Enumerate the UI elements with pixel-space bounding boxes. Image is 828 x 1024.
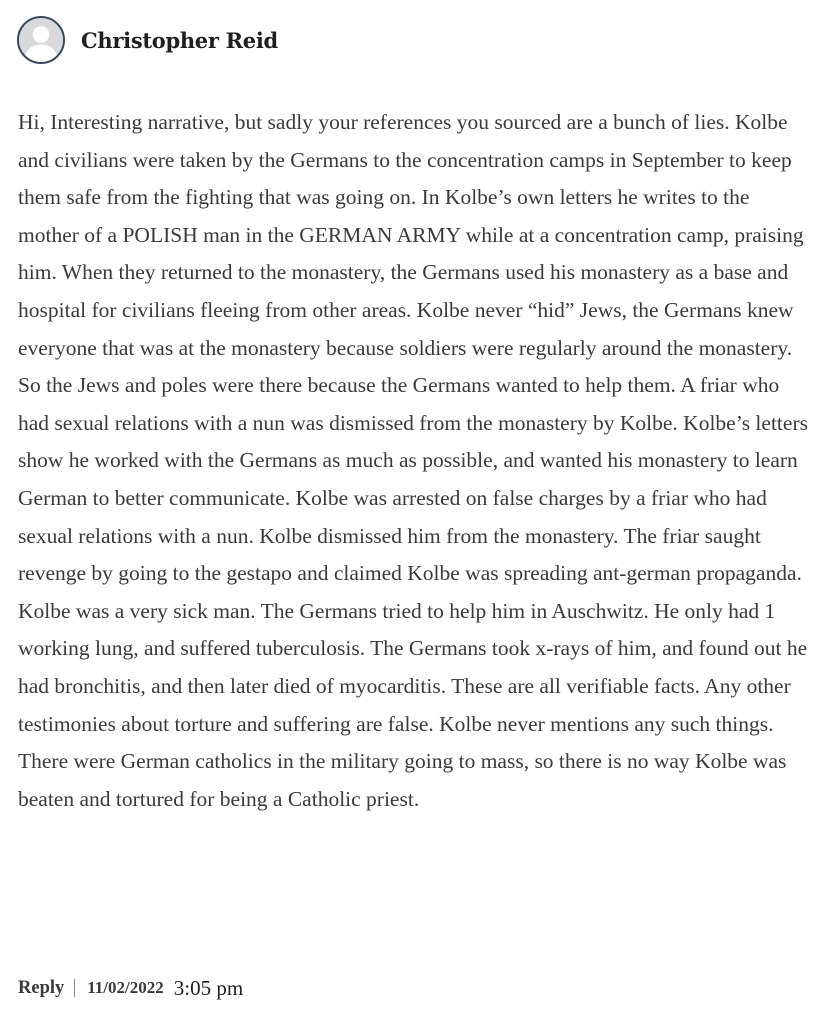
meta-divider: [74, 979, 75, 997]
user-silhouette-icon: [19, 18, 63, 62]
reply-link[interactable]: Reply: [18, 977, 65, 998]
comment-meta: [18, 970, 243, 1006]
comment-date[interactable]: 11/02/2022: [87, 978, 164, 997]
comment-text: Hi, Interesting narrative, but sadly your references you sourced are a bunch of lies. Kolbe and civilians were taken by the Germans to the concentration camps in September to keep them safe from the fighting that was going on. In Kolbe’s own letters he writes to the mother of a POLISH man in the GERMAN ARMY while at a concentration camp, praising him. When they returned to the monastery, the Germans used his monastery as a base and hospital for civilians fleeing from other areas. Kolbe never “hid” Jews, the Germans knew everyone that was at the monastery because soldiers were regularly around the monastery. So the Jews and poles were there because the Germans wanted to help them. A friar who had sexual relations with a nun was dismissed from the monastery by Kolbe. Kolbe’s letters show he worked with the Germans as much as possible, and wanted his monastery to learn German to better communicate. Kolbe was arrested on false charges by a friar who had sexual relations with a nun. Kolbe dismissed him from the monastery. The friar saught revenge by going to the gestapo and claimed Kolbe was spreading ant-german propaganda. Kolbe was a very sick man. The Germans tried to help him in Auschwitz. He only had 1 working lung, and suffered tuberculosis. The Germans took x-rays of him, and found out he had bronchitis, and then later died of myocarditis. These are all verifiable facts. Any other testimonies about torture and suffering are false. Kolbe never mentions any such things. There were German catholics in the military going to mass, so there is no way Kolbe was beaten and tortured for being a Catholic priest.: [18, 110, 808, 811]
comment-author-row: [17, 14, 278, 66]
avatar: [17, 16, 65, 64]
comment-time[interactable]: 3:05 pm: [173, 975, 244, 1000]
author-name: Christopher Reid: [81, 27, 278, 53]
